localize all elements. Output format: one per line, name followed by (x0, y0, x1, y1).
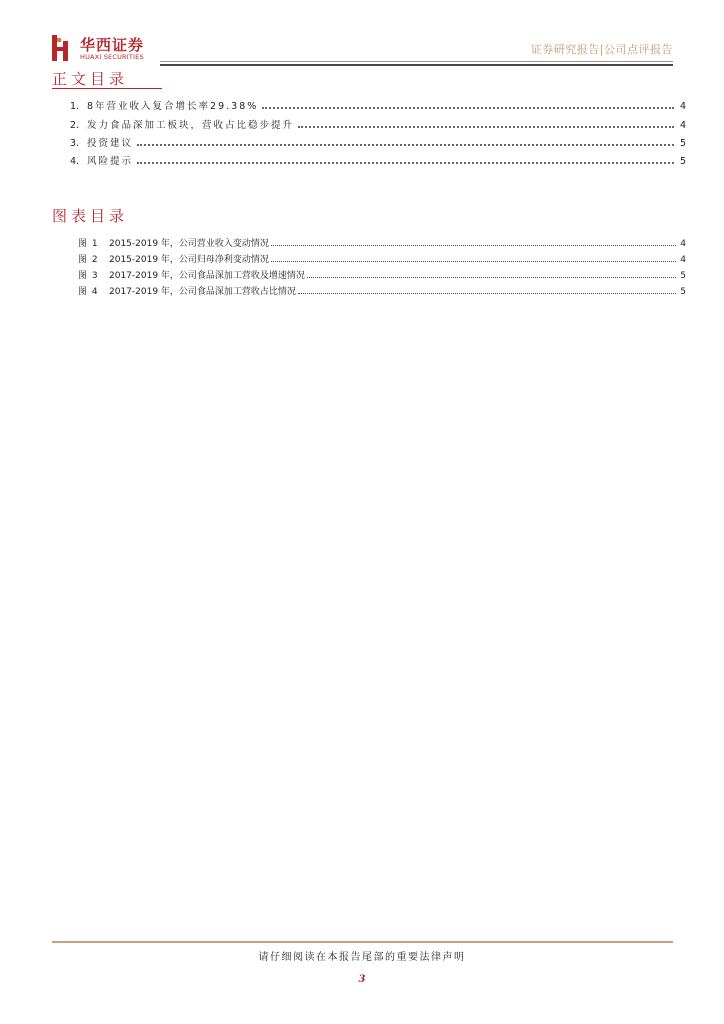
toc-item-text: 8年营业收入复合增长率29.38% (87, 101, 259, 112)
figure-caption: 2017-2019 年，公司食品深加工营收及增速情况 (109, 271, 305, 281)
toc-item-text: 投资建议 (87, 138, 134, 149)
figure-label: 图 2 (78, 255, 99, 265)
figure-caption: 2015-2019 年，公司营业收入变动情况 (109, 239, 269, 249)
toc-title-underline (52, 88, 162, 89)
toc-item[interactable] (70, 96, 686, 112)
logo-english-name: HUAXI SECURITIES (80, 53, 144, 61)
header-divider-thick (160, 64, 673, 66)
figure-index-item[interactable] (78, 283, 686, 297)
report-header (0, 0, 724, 72)
figure-label: 图 1 (78, 239, 99, 249)
figure-leader-dots (298, 292, 676, 294)
logo-mark-icon (52, 35, 72, 61)
figure-index-item[interactable] (78, 251, 686, 265)
figure-page: 4 (680, 239, 686, 249)
figure-leader-dots (271, 244, 676, 246)
figures-title: 图表目录 (52, 207, 129, 225)
toc-item-text: 风险提示 (87, 156, 134, 167)
figure-label: 图 3 (78, 271, 99, 281)
figure-label: 图 4 (78, 287, 99, 297)
toc-item[interactable] (70, 151, 686, 167)
toc-title: 正文目录 (52, 70, 129, 88)
figure-page: 5 (680, 271, 686, 281)
toc-item-number: 4. (70, 156, 80, 167)
toc-item-number: 1. (70, 101, 80, 112)
toc-item-page: 4 (679, 120, 686, 131)
toc-item[interactable] (70, 115, 686, 131)
toc-item-page: 5 (679, 138, 686, 149)
footer-divider (52, 941, 673, 943)
toc-leader-dots (298, 125, 674, 128)
toc-leader-dots (262, 106, 674, 109)
toc-item-page: 4 (679, 101, 686, 112)
header-divider (160, 61, 673, 62)
legal-notice: 请仔细阅读在本报告尾部的重要法律声明 (258, 952, 466, 963)
figure-index-item[interactable] (78, 235, 686, 249)
toc-item-page: 5 (679, 156, 686, 167)
report-type-tag: 证券研究报告|公司点评报告 (530, 43, 673, 56)
toc-item-number: 2. (70, 120, 80, 131)
figure-leader-dots (307, 276, 676, 278)
figure-index-item[interactable] (78, 267, 686, 281)
figure-leader-dots (271, 260, 676, 262)
toc-item[interactable] (70, 133, 686, 149)
figure-caption: 2017-2019 年，公司食品深加工营收占比情况 (109, 287, 296, 297)
figure-page: 5 (680, 287, 686, 297)
toc-leader-dots (137, 143, 674, 146)
figure-page: 4 (680, 255, 686, 265)
toc-item-number: 3. (70, 138, 80, 149)
logo-chinese-name: 华西证券 (80, 36, 145, 54)
page-number: 3 (358, 974, 366, 985)
toc-item-text: 发力食品深加工板块，营收占比稳步提升 (87, 120, 295, 131)
toc-leader-dots (137, 161, 674, 164)
figure-caption: 2015-2019 年，公司归母净利变动情况 (109, 255, 269, 265)
